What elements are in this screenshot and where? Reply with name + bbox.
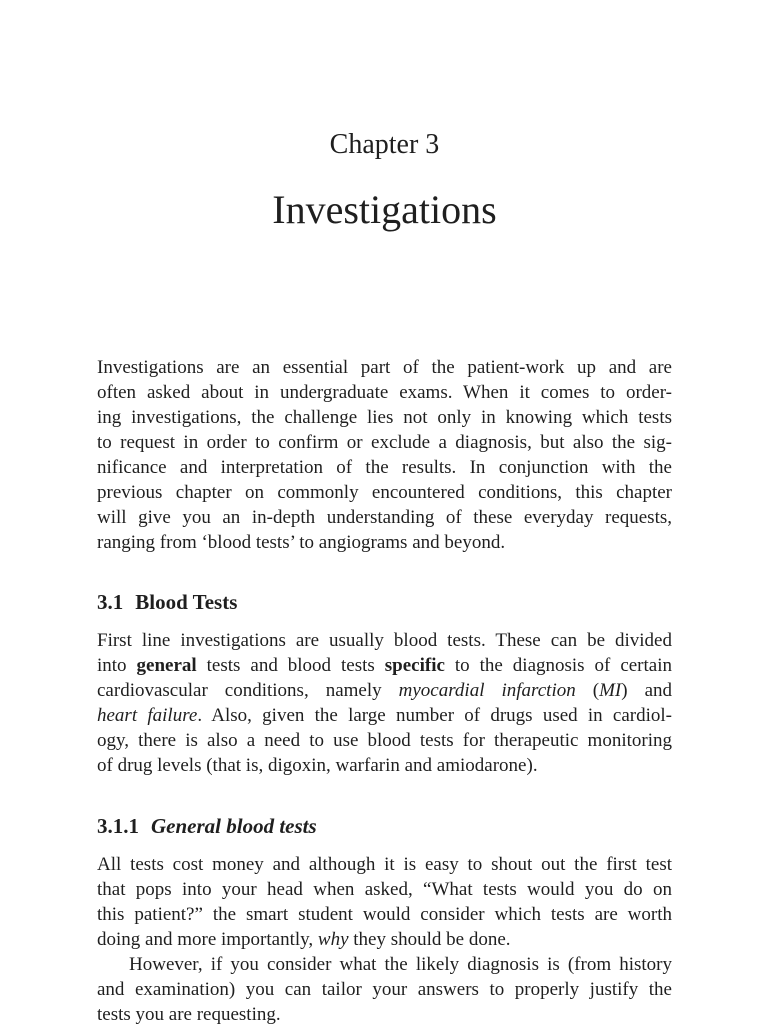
paragraph-line: tests you are requesting.: [97, 1004, 281, 1025]
intro-line: ranging from ‘blood tests’ to angiograms and beyond.: [97, 532, 506, 553]
intro-line: to request in order to confirm or exclude a diagnosis, but also the sig-: [97, 432, 672, 453]
paragraph-line: this patient?” the smart student would consider which tests are worth: [97, 904, 672, 925]
term-heart-failure: heart failure: [97, 705, 198, 726]
paragraph-line: However, if you consider what the likely diagnosis is (from history: [129, 954, 672, 975]
intro-line: ing investigations, the challenge lies not only in knowing which tests: [97, 407, 672, 428]
paragraph-line: All tests cost money and although it is easy to shout out the first test: [97, 854, 672, 875]
intro-line: previous chapter on commonly encountered conditions, this chapter: [97, 482, 672, 503]
chapter-label: Chapter 3: [329, 129, 440, 160]
section-heading-3-1-1: [97, 812, 317, 840]
section-number: 3.1: [97, 590, 124, 614]
paragraph-line: and examination) you can tailor your answers to properly justify the: [97, 979, 672, 1000]
intro-line: Investigations are an essential part of the patient-work up and are: [97, 357, 672, 378]
intro-line: often asked about in undergraduate exams. When it comes to order-: [97, 382, 672, 403]
paragraph-line: doing and more importantly, why they should be done.: [97, 929, 511, 950]
section-heading-3-1: [97, 588, 237, 616]
paragraph-line: heart failure. Also, given the large number of drugs used in cardiol-: [97, 705, 672, 726]
section-number: 3.1.1: [97, 814, 139, 838]
paragraph-line: ogy, there is also a need to use blood tests for therapeutic monitoring: [97, 730, 672, 751]
intro-line: nificance and interpretation of the results. In conjunction with the: [97, 457, 672, 478]
paragraph-line: of drug levels (that is, digoxin, warfarin and amiodarone).: [97, 755, 538, 776]
paragraph-line: that pops into your head when asked, “What tests would you do on: [97, 879, 672, 900]
paragraph-line: First line investigations are usually blood tests. These can be divided: [97, 630, 672, 651]
intro-paragraph: [97, 355, 672, 555]
paragraph-line: cardiovascular conditions, namely myocardial infarction (MI) and: [97, 680, 673, 701]
emphasis-why: why: [317, 929, 349, 950]
blood-tests-paragraph: [97, 628, 672, 778]
intro-line: will give you an in-depth understanding of these everyday requests,: [97, 507, 672, 528]
term-myocardial-infarction: myocardial infarction: [398, 680, 576, 701]
paragraph-line: into general tests and blood tests specific to the diagnosis of certain: [97, 655, 673, 676]
emphasis-specific: specific: [384, 655, 445, 676]
term-mi: MI: [599, 680, 622, 701]
section-title: General blood tests: [151, 814, 317, 838]
section-title: Blood Tests: [135, 590, 238, 614]
chapter-title: Investigations: [272, 187, 497, 232]
emphasis-general: general: [136, 655, 197, 676]
general-tests-paragraph: [97, 852, 672, 1027]
